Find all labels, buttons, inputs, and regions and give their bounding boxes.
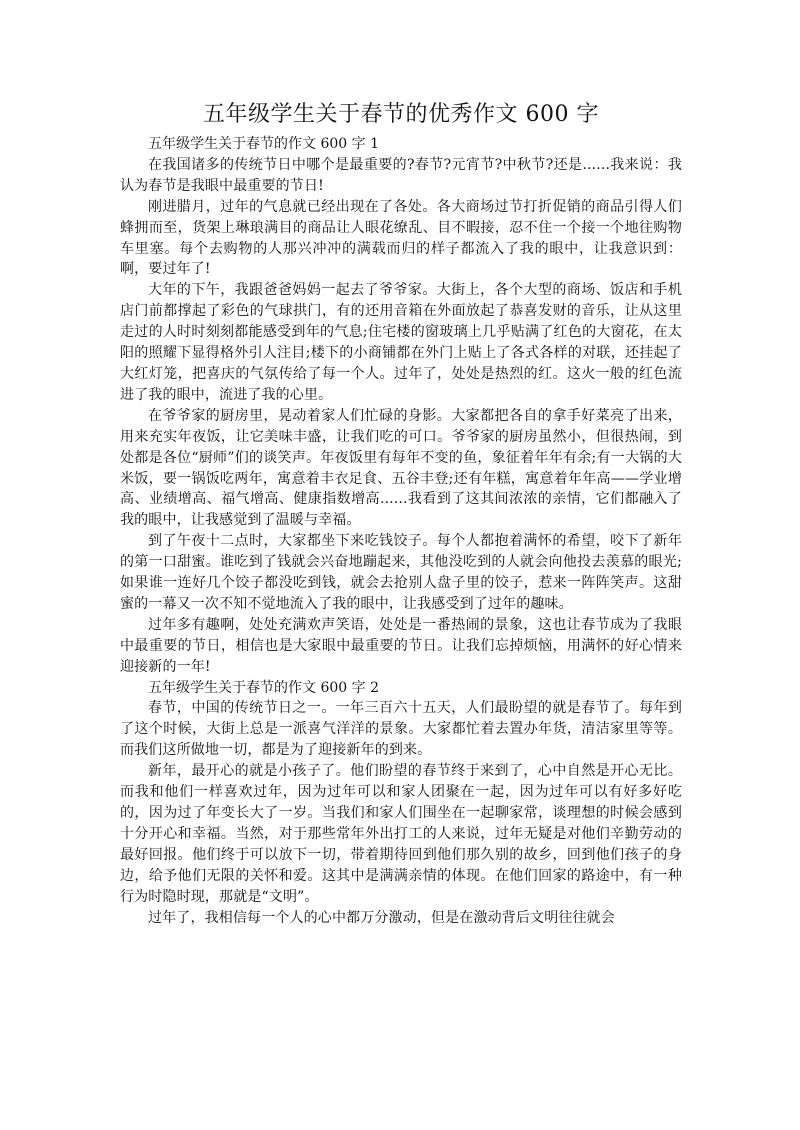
section-1 — [120, 134, 682, 678]
paragraph: 新年，最开心的就是小孩子了。他们盼望的春节终于来到了，心中自然是开心无比。而我和他们一样喜欢过年，因为过年可以和家人团聚在一起，因为过年可以有好多好吃的，因为过了年变长大了一岁。当我们和家人们围坐在一起聊家常，谈理想的时候会感到十分开心和幸福。当然，对于那些常年外出打工的人来说，过年无疑是对他们辛勤劳动的最好回报。他们终于可以放下一切，带着期待回到他们那久别的故乡，回到他们孩子的身边，给予他们无限的关怀和爱。这其中是满满亲情的体现。在他们回家的路途中，有一种行为时隐时现，那就是“文明”。 — [120, 763, 682, 905]
paragraph: 刚进腊月，过年的气息就已经出现在了各处。各大商场过节打折促销的商品引得人们蜂拥而至，货架上琳琅满目的商品让人眼花缭乱、目不暇接，忍不住一个接一个地往购物车里塞。每个去购物的人那兴冲冲的满载而归的样子都流入了我的眼中，让我意识到：啊，要过年了! — [120, 198, 682, 278]
paragraph: 在爷爷家的厨房里，晃动着家人们忙碌的身影。大家都把各自的拿手好菜亮了出来，用来充实年夜饭，让它美味丰盛，让我们吃的可口。爷爷家的厨房虽然小，但很热闹，到处都是各位“厨师”们的谈笑声。年夜饭里有每年不变的鱼，象征着年年有余;有一大锅的大米饭，要一锅饭吃两年，寓意着丰衣足食、五谷丰登;还有年糕，寓意着年年高——学业增高、业绩增高、福气增高、健康指数增高......我看到了这其间浓浓的亲情，它们都融入了我的眼中，让我感觉到了温暖与幸福。 — [120, 407, 682, 529]
paragraph: 在我国诸多的传统节日中哪个是最重要的?春节?元宵节?中秋节?还是......我来说：我认为春节是我眼中最重要的节日! — [120, 156, 682, 194]
paragraph: 春节，中国的传统节日之一。一年三百六十五天，人们最盼望的就是春节了。每年到了这个时候，大街上总是一派喜气洋洋的景象。大家都忙着去置办年货，清洁家里等等。而我们这所做地一切，都是为了迎接新年的到来。 — [120, 700, 682, 759]
section-2 — [120, 678, 682, 929]
document-page — [120, 100, 682, 928]
section-heading: 五年级学生关于春节的作文 600 字 2 — [148, 679, 379, 696]
paragraph: 到了午夜十二点时，大家都坐下来吃钱饺子。每个人都抱着满怀的希望，咬下了新年的第一口甜蜜。谁吃到了钱就会兴奋地蹦起来，其他没吃到的人就会向他投去羡慕的眼光;如果谁一连好几个饺子都没吃到钱，就会去抢别人盘子里的饺子，惹来一阵阵笑声。这甜蜜的一幕又一次不知不觉地流入了我的眼中，让我感受到了过年的趣味。 — [120, 533, 682, 612]
paragraph: 大年的下午，我跟爸爸妈妈一起去了爷爷家。大街上，各个大型的商场、饭店和手机店门前都撑起了彩色的气球拱门，有的还用音箱在外面放起了恭喜发财的音乐，让从这里走过的人时时刻刻都能感受到年的气息;住宅楼的窗玻璃上几乎贴满了红色的大窗花，在太阳的照耀下显得格外引人注目;楼下的小商铺都在外门上贴上了各式各样的对联，还挂起了大红灯笼，把喜庆的气氛传给了每一个人。过年了，处处是热烈的红。这火一般的红色流进了我的眼中，流进了我的心里。 — [120, 282, 682, 403]
paragraph: 过年了，我相信每一个人的心中都万分激动，但是在激动背后文明往往就会 — [148, 909, 615, 926]
section-heading: 五年级学生关于春节的作文 600 字 1 — [148, 136, 379, 152]
document-title: 五年级学生关于春节的优秀作文 600 字 — [203, 102, 599, 127]
paragraph: 过年多有趣啊，处处充满欢声笑语，处处是一番热闹的景象，这也让春节成为了我眼中最重要的节日，相信也是大家眼中最重要的节日。让我们忘掉烦恼，用满怀的好心情来迎接新的一年! — [120, 616, 682, 675]
